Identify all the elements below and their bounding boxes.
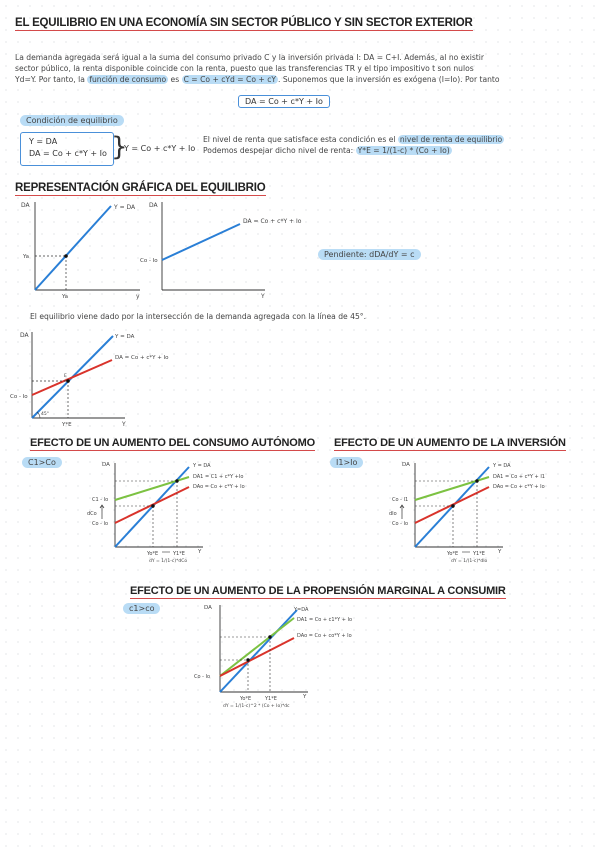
intro-line-3 [15, 74, 590, 85]
label-45: Y = DA [193, 463, 211, 469]
section-title-investment: EFECTO DE UN AUMENTO DE LA INVERSIÓN [334, 437, 566, 449]
xtick-old: Yo*E [447, 551, 459, 557]
graph-investment [385, 455, 560, 565]
y-tick: Co - Io [140, 258, 158, 264]
system-result: Y = Co + c*Y + Io [124, 144, 196, 153]
xtick-new: Y1*E [473, 551, 485, 557]
y-tick: Ya [23, 254, 29, 260]
ytick: Co - Io [194, 674, 211, 680]
equilibrium-condition-tag: Condición de equilibrio [20, 115, 124, 126]
intro-text: Yd=Y. Por tanto, la [15, 75, 88, 85]
y-axis-label: DA [204, 605, 212, 611]
x-axis-label: Y [122, 421, 126, 428]
point-0 [246, 658, 249, 661]
intro-line-2: sector público, la renta disponible coincide con la renta, puesto que las transferencias TR y el tipo impositivo t son nulos [15, 64, 474, 74]
point-1 [175, 479, 178, 482]
graph-45-degree [15, 198, 145, 303]
ytick-new: Co - I1 [392, 497, 409, 503]
formula: dY = 1/(1-c)*dIo [451, 559, 488, 564]
y-axis-label: DA [102, 462, 110, 468]
x-axis-label: Y [498, 549, 502, 555]
intro-text: es [168, 75, 182, 85]
aggregate-demand-box: DA = Co + c*Y + Io [238, 95, 330, 108]
x-axis-label: Y [261, 293, 265, 300]
da0-line [220, 638, 294, 676]
xtick-old: Yo*E [240, 696, 252, 702]
equilibrium-point [66, 379, 70, 383]
page-title: EL EQUILIBRIO EN UNA ECONOMÍA SIN SECTOR PÚBLICO Y SIN SECTOR EXTERIOR [15, 17, 473, 29]
delta-label: dCo [87, 511, 97, 517]
angle-label: 45° [41, 412, 49, 417]
system-line-1: Y = DA [29, 137, 58, 146]
label-da1: DA1 = Co + c*Y + I1 [493, 474, 545, 480]
intro-paragraph [15, 52, 590, 86]
xtick-new: Y1*E [173, 551, 185, 557]
x-tick: Ya [62, 294, 68, 300]
system-line-2: DA = Co + c*Y + Io [29, 149, 107, 158]
delta-label: dIo [389, 511, 397, 517]
point [64, 254, 68, 258]
line-45-label: Y = DA [115, 334, 135, 340]
x-axis-label: y [136, 293, 140, 300]
xtick-new: Y1*E [265, 696, 277, 702]
equilibrium-text [203, 134, 583, 156]
section-title-consumption: EFECTO DE UN AUMENTO DEL CONSUMO AUTÓNOMO [30, 437, 315, 449]
section-title-graph: REPRESENTACIÓN GRÁFICA DEL EQUILIBRIO [15, 182, 266, 194]
consumption-function-highlight: función de consumo [89, 75, 167, 85]
y-tick: Co - Io [10, 394, 28, 400]
xtick-old: Yo*E [147, 551, 159, 557]
x-tick: Y*E [62, 422, 72, 428]
point-1 [268, 635, 271, 638]
graph-equilibrium [10, 328, 170, 428]
intro-line-1: La demanda agregada será igual a la suma del consumo privado C y la inversión privada I: DA = C+I. Además, al no existir [15, 53, 484, 62]
graph-consumption [85, 455, 260, 565]
y-axis-label: DA [21, 202, 30, 209]
point-1 [475, 479, 478, 482]
label-da0: DAo = Co + c*Y + Io [193, 484, 245, 490]
label-da1: DA1 = Co + c1*Y + Io [297, 617, 353, 623]
x-axis-label: Y [198, 549, 202, 555]
line-45 [220, 610, 297, 692]
eq-text: Podemos despejar dicho nivel de renta: [203, 146, 356, 156]
formula: dY = 1/(1-c)^2 * (Co + Io)*dc [223, 704, 290, 709]
eq-text-line-2 [203, 145, 583, 156]
x-axis-label: Y [303, 694, 307, 700]
da-label: DA = Co + c*Y + Io [115, 355, 169, 361]
da-label: DA = Co + c*Y + Io [243, 218, 302, 225]
y-axis-label: DA [20, 332, 29, 339]
slope-tag: Pendiente: dDA/dY = c [318, 249, 421, 260]
graph-propensity [190, 600, 370, 712]
label-da0: DAo = Co + co*Y + Io [297, 633, 352, 639]
consumption-formula-highlight: C = Co + cYd = Co + cY [183, 75, 277, 85]
formula: dY = 1/(1-c)*dCo [149, 559, 188, 564]
ytick-old: Co - Io [92, 521, 109, 527]
graph-aggregate-demand [140, 198, 320, 303]
eq-text-line-1 [203, 134, 583, 145]
consumption-tag: C1>Co [22, 457, 62, 468]
label-45: Y = DA [493, 463, 511, 469]
equilibrium-explanation: El equilibrio viene dado por la intersección de la demanda agregada con la línea de 45°. [30, 312, 366, 321]
eq-text: El nivel de renta que satisface esta condición es el [203, 135, 398, 144]
point-0 [151, 504, 154, 507]
y-axis-label: DA [149, 202, 158, 209]
propensity-tag: c1>co [123, 603, 160, 614]
label-da0: DAo = Co + c*Y + Io [493, 484, 545, 490]
point-0 [451, 504, 454, 507]
section-title-propensity: EFECTO DE UN AUMENTO DE LA PROPENSIÓN MARGINAL A CONSUMIR [130, 585, 506, 597]
intro-text: . Suponemos que la inversión es exógena (I=Io). Por tanto [278, 75, 500, 85]
equilibrium-system-box [20, 132, 114, 166]
label-45: Y=DA [294, 607, 309, 613]
label-da1: DA1 = C1 + c*Y +Io [193, 474, 244, 480]
line-45-label: Y = DA [114, 204, 136, 211]
da-line [162, 224, 240, 260]
brace: } [111, 132, 128, 162]
da-line [32, 360, 112, 395]
ytick-old: Co - Io [392, 521, 409, 527]
investment-tag: I1>Io [330, 457, 363, 468]
point-label: E [64, 374, 67, 379]
ytick-new: C1 - Io [92, 497, 109, 503]
line-45 [35, 206, 111, 290]
da1-line [220, 618, 294, 676]
equilibrium-formula-highlight: Y*E = 1/(1-c) * (Co + Io) [357, 146, 450, 156]
equilibrium-income-highlight: nivel de renta de equilibrio [399, 135, 503, 144]
y-axis-label: DA [402, 462, 410, 468]
